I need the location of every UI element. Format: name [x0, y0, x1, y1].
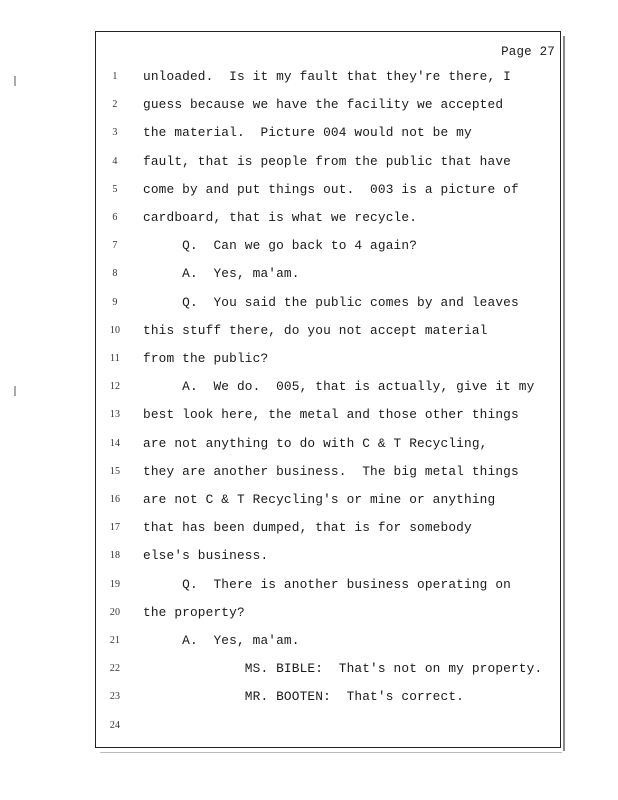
line-number: 20	[109, 606, 121, 618]
line-number: 21	[109, 635, 121, 646]
line-number: 6	[112, 212, 118, 223]
line-number: 3	[112, 127, 118, 139]
transcript-line	[96, 182, 556, 202]
transcript-line	[96, 266, 556, 286]
transcript-line	[96, 125, 556, 145]
line-text: MR. BOOTEN: That's correct.	[143, 689, 465, 705]
line-text: fault, that is people from the public that have	[143, 153, 511, 169]
page-bottom-edge	[100, 752, 562, 753]
transcript-line	[96, 154, 556, 174]
transcript-line	[96, 97, 556, 117]
line-number: 2	[112, 99, 118, 111]
line-text: MS. BIBLE: That's not on my property.	[143, 661, 543, 677]
line-text: unloaded. Is it my fault that they're there, I	[143, 69, 511, 84]
line-text: guess because we have the facility we accepted	[143, 97, 504, 113]
transcript-line	[96, 661, 556, 681]
transcript-line	[96, 605, 556, 625]
transcript-line	[96, 464, 556, 484]
line-number: 23	[109, 691, 121, 703]
transcript-line	[96, 577, 556, 597]
page-number-label: Page 27	[501, 45, 555, 59]
line-number: 5	[112, 183, 118, 195]
line-text: are not C & T Recycling's or mine or anything	[143, 492, 496, 507]
line-number: 7	[112, 240, 118, 252]
line-text: the material. Picture 004 would not be my	[143, 125, 472, 141]
line-text: are not anything to do with C & T Recycling,	[143, 435, 488, 451]
transcript-page	[95, 31, 561, 748]
transcript-line	[96, 295, 556, 315]
transcript-line	[96, 210, 556, 230]
left-margin-mark-bottom	[14, 386, 16, 396]
line-text: cardboard, that is what we recycle.	[143, 210, 418, 225]
line-number: 9	[112, 296, 118, 308]
line-number: 14	[109, 437, 121, 449]
left-margin-mark-top	[14, 76, 16, 86]
line-number: 12	[109, 381, 121, 393]
line-text: A. Yes, ma'am.	[143, 633, 300, 648]
line-text: else's business.	[143, 548, 269, 564]
transcript-line	[96, 436, 556, 456]
line-number: 16	[109, 494, 121, 505]
transcript-line	[96, 520, 556, 540]
transcript-line	[96, 323, 556, 343]
transcript-line	[96, 69, 556, 89]
line-text: A. Yes, ma'am.	[143, 266, 300, 282]
line-text: A. We do. 005, that is actually, give it my	[143, 379, 535, 395]
line-number: 13	[109, 409, 121, 421]
line-text: Q. You said the public comes by and leaves	[143, 294, 519, 310]
line-text: from the public?	[143, 351, 269, 366]
transcript-line	[96, 718, 556, 738]
line-number: 4	[112, 155, 118, 167]
line-number: 1	[112, 71, 118, 82]
transcript-line	[96, 548, 556, 568]
line-text: best look here, the metal and those other things	[143, 407, 519, 423]
line-number: 22	[109, 663, 121, 675]
line-number: 19	[109, 578, 121, 590]
line-text: Q. There is another business operating on	[143, 576, 511, 592]
transcript-line	[96, 351, 556, 371]
transcript-line	[96, 407, 556, 427]
line-number: 10	[109, 324, 121, 336]
line-number: 24	[109, 719, 121, 731]
line-number: 11	[110, 353, 120, 364]
transcript-line	[96, 633, 556, 653]
line-number: 17	[109, 522, 121, 534]
line-text: that has been dumped, that is for somebody	[143, 520, 472, 536]
line-number: 15	[109, 465, 121, 477]
line-text: the property?	[143, 604, 245, 620]
line-number: 8	[112, 268, 118, 280]
transcript-line	[96, 238, 556, 258]
line-text: this stuff there, do you not accept material	[143, 322, 488, 338]
line-text: they are another business. The big metal things	[143, 463, 519, 479]
line-text: come by and put things out. 003 is a picture of	[143, 181, 519, 197]
transcript-line	[96, 492, 556, 512]
transcript-line	[96, 379, 556, 399]
line-number: 18	[109, 550, 121, 562]
transcript-line	[96, 689, 556, 709]
line-text: Q. Can we go back to 4 again?	[143, 238, 418, 254]
